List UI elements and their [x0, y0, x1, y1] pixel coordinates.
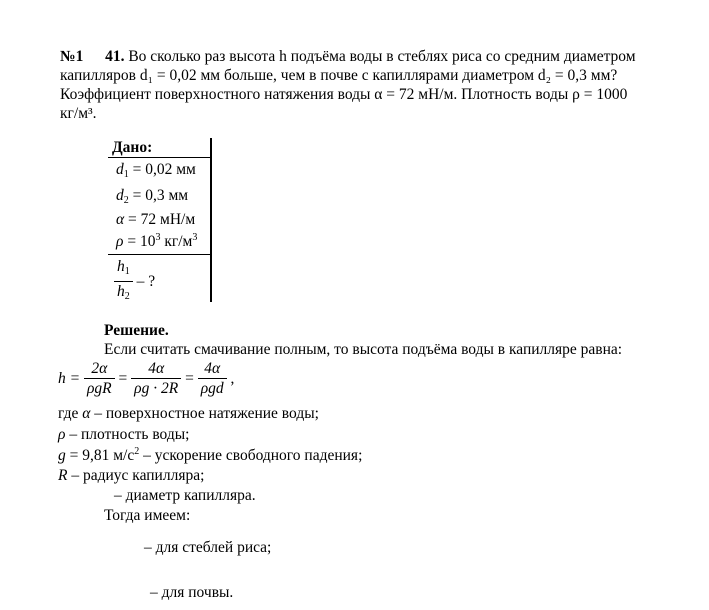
given-bottom-line — [108, 254, 212, 255]
task-number: 41. — [105, 48, 125, 65]
given-d2: $d_2 = 0,3$ мм — [116, 187, 189, 206]
given-title: Дано: — [112, 139, 153, 156]
def-R: R – радиус капилляра; — [58, 467, 205, 484]
problem-text-4: кг/м³. — [60, 105, 97, 122]
problem-line-1 — [60, 48, 636, 66]
then-text: Тогда имеем: — [104, 507, 191, 524]
problem-text-3: Коэффициент поверхностного натяжения воды α = 72 мН/м. Плотность воды ρ = 1000 — [60, 86, 628, 103]
problem-text-2: капилляров d₁ = 0,02 мм больше, чем в почве с капиллярами диаметром d₂ = 0,3 мм? — [60, 67, 618, 84]
def-d: – диаметр капилляра. — [114, 487, 256, 504]
given-vertical-line — [210, 138, 212, 302]
problem-number: №1 — [60, 48, 84, 65]
given-find: $\frac{h_1}{h_2}$ – ? — [114, 258, 155, 307]
solution-intro: Если считать смачивание полным, то высота подъёма воды в капилляре равна: — [104, 341, 623, 358]
solution-title: Решение. — [104, 322, 169, 339]
capillary-formula: h = $\frac{2\alpha}{\text{ρgR}}$ = $\frac{4\alpha}{\rho g \cdot 2R}$ = $\frac{4\alpha}{\text{ρgd}}$ , — [58, 360, 235, 397]
given-top-line — [108, 157, 212, 158]
given-rho: $\rho = 10^3$ $кг/м^3$ — [116, 232, 198, 250]
problem-text-1: Во сколько раз высота h подъёма воды в стеблях риса со средним диаметром — [128, 48, 636, 65]
soil-line: – для почвы. — [150, 584, 234, 601]
def-alpha: где α – поверхностное натяжение воды; — [58, 405, 319, 422]
given-d1: $d_1 = 0,02$ мм — [116, 161, 196, 180]
def-rho: ρ – плотность воды; — [58, 426, 190, 443]
given-alpha: α = 72 мН/м — [116, 211, 196, 228]
def-g: g = 9,81 $м/с^2$ – ускорение свободного падения; — [58, 446, 363, 464]
rice-line: – для стеблей риса; — [144, 539, 272, 556]
